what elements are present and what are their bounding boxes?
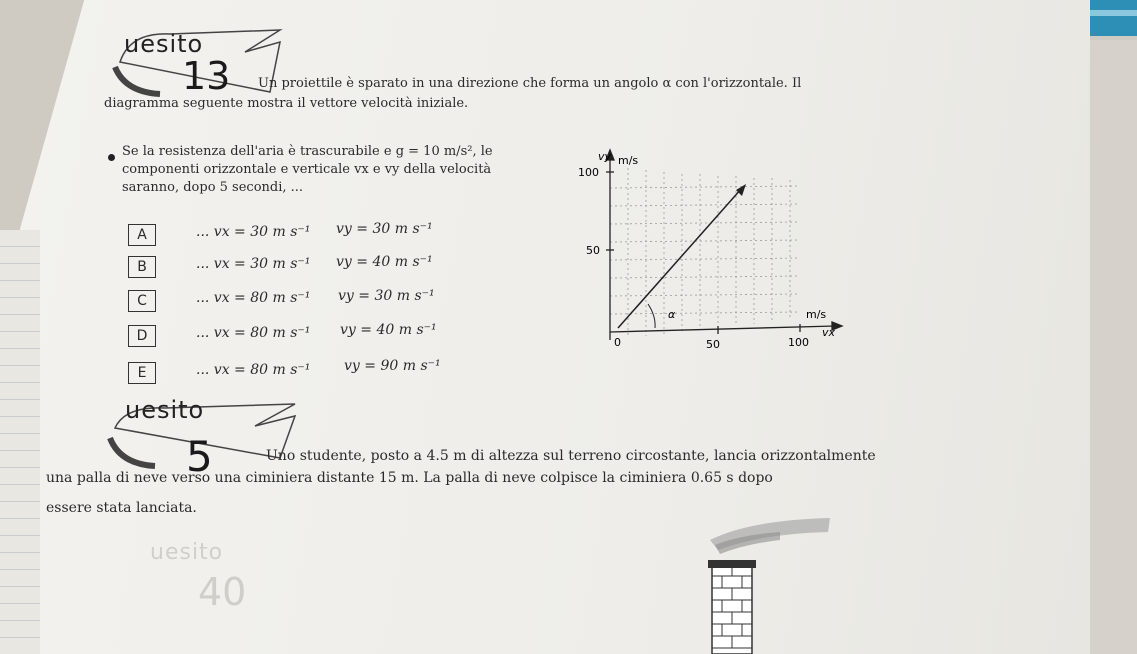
problem-line-1: Uno studente, posto a 4.5 m di altezza sul terreno circostante, lancia orizzontalmente	[266, 448, 876, 464]
x-axis	[610, 326, 835, 332]
y-tick-label-100: 100	[578, 166, 599, 179]
option-a-vx: ... vx = 30 m s⁻¹	[196, 224, 311, 240]
option-c-vx: ... vx = 80 m s⁻¹	[196, 290, 311, 306]
angle-label: α	[668, 308, 676, 321]
y-axis-label: vy	[598, 150, 612, 163]
option-a-label[interactable]: A	[128, 224, 156, 246]
bullet	[108, 154, 115, 161]
option-b-vy: vy = 40 m s⁻¹	[336, 254, 433, 270]
origin-label: 0	[614, 336, 621, 349]
question-number: 5	[186, 432, 213, 481]
question-line-1: Se la resistenza dell'aria è trascurabile e g = 10 m/s², le	[122, 144, 493, 159]
question-line-3: saranno, dopo 5 secondi, ...	[122, 180, 304, 195]
option-a-vy: vy = 30 m s⁻¹	[336, 221, 433, 237]
question-brand: uesito	[124, 30, 204, 58]
problem-line-2: una palla di neve verso una ciminiera distante 15 m. La palla di neve colpisce la ciminiera 0.65 s dopo	[46, 470, 773, 486]
question-number: 40	[198, 570, 247, 614]
option-d-vy: vy = 40 m s⁻¹	[340, 322, 437, 338]
chimney-illustration	[690, 510, 840, 654]
x-axis-label: vx	[822, 326, 836, 339]
velocity-diagram	[560, 140, 850, 360]
option-e-vy: vy = 90 m s⁻¹	[344, 358, 441, 374]
x-tick-label-50: 50	[706, 338, 720, 351]
notebook-edge	[0, 230, 40, 654]
option-d-label[interactable]: D	[128, 325, 156, 347]
option-b-label[interactable]: B	[128, 256, 156, 278]
x-tick-label-100: 100	[788, 336, 809, 349]
option-e-label[interactable]: E	[128, 362, 156, 384]
question-brand: uesito	[125, 396, 205, 424]
option-c-label[interactable]: C	[128, 290, 156, 312]
option-d-vx: ... vx = 80 m s⁻¹	[196, 325, 311, 341]
intro-line-2: diagramma seguente mostra il vettore velocità iniziale.	[104, 96, 469, 111]
diagram-grid	[610, 168, 800, 338]
y-tick-label-50: 50	[586, 244, 600, 257]
question-brand: uesito	[150, 540, 224, 565]
intro-line-1: Un proiettile è sparato in una direzione che forma un angolo α con l'orizzontale. Il	[258, 76, 802, 91]
option-e-vx: ... vx = 80 m s⁻¹	[196, 362, 311, 378]
velocity-vector	[618, 188, 742, 328]
problem-line-3: essere stata lanciata.	[46, 500, 197, 516]
option-b-vx: ... vx = 30 m s⁻¹	[196, 256, 311, 272]
x-unit-label: m/s	[806, 308, 827, 321]
angle-arc	[648, 304, 655, 328]
question-number: 13	[182, 54, 231, 98]
question-line-2: componenti orizzontale e verticale vx e vy della velocità	[122, 162, 492, 177]
option-c-vy: vy = 30 m s⁻¹	[338, 288, 435, 304]
y-unit-label: m/s	[618, 154, 639, 167]
